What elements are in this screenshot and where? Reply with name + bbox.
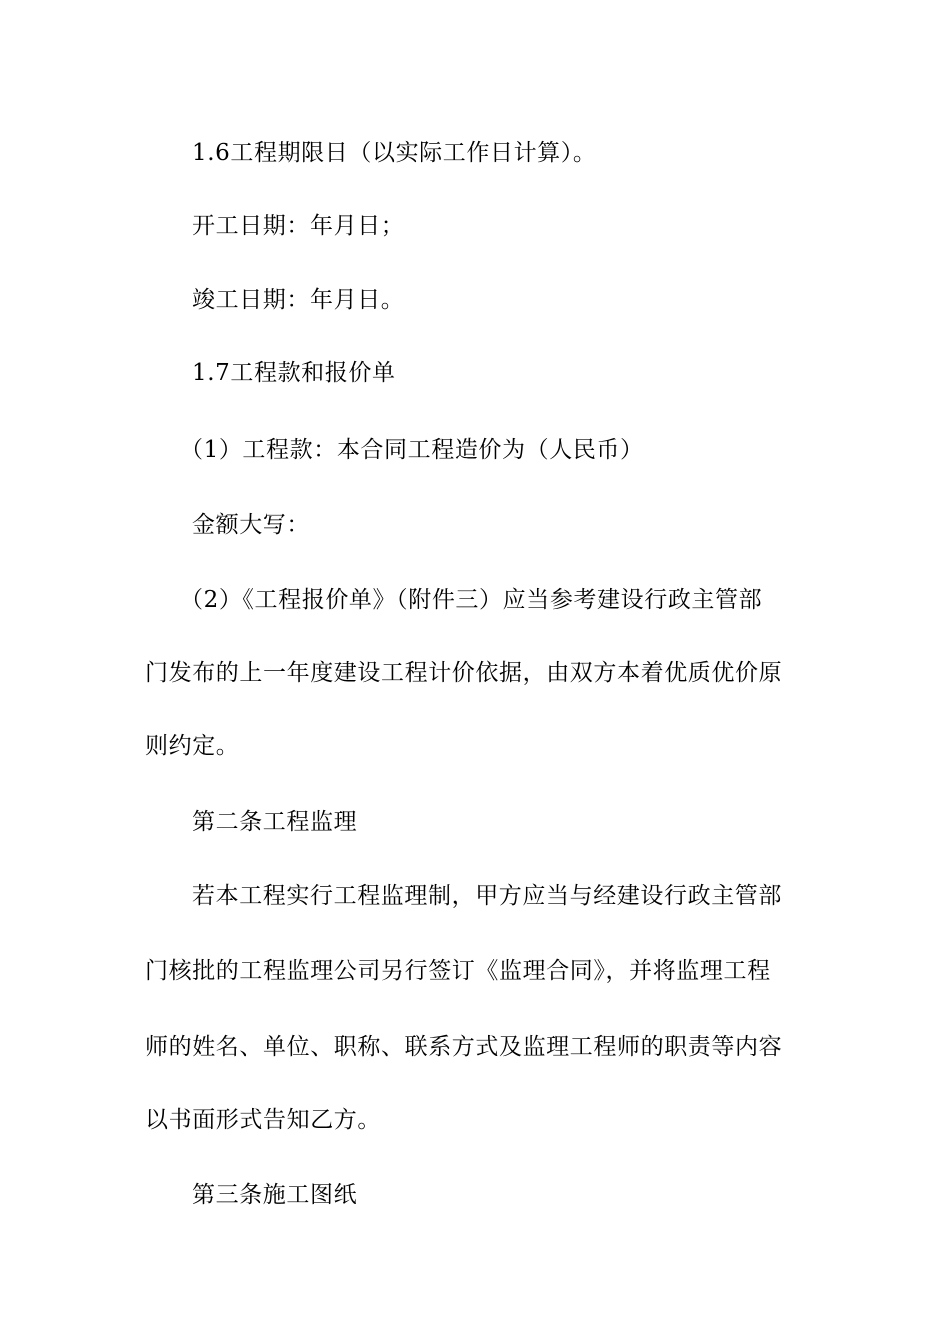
article-3-heading: 第三条施工图纸: [192, 1182, 358, 1208]
article-2-paragraph-line-1: 若本工程实行工程监理制，甲方应当与经建设行政主管部: [192, 883, 782, 909]
payment-item-2-line-2: 门发布的上一年度建设工程计价依据，由双方本着优质优价原: [145, 660, 783, 686]
article-2-paragraph-line-2: 门核批的工程监理公司另行签订《监理合同》，并将监理工程: [145, 958, 771, 984]
clause-1-7-payment-heading: 1.7工程款和报价单: [192, 360, 396, 386]
amount-in-words-line: 金额大写：: [192, 512, 310, 538]
payment-item-2-line-3: 则约定。: [145, 733, 240, 759]
article-2-paragraph-line-4: 以书面形式告知乙方。: [145, 1107, 381, 1133]
article-2-paragraph-line-3: 师的姓名、单位、职称、联系方式及监理工程师的职责等内容: [145, 1034, 783, 1060]
start-date-line: 开工日期：年月日；: [192, 213, 405, 239]
clause-1-6-duration: 1.6工程期限日（以实际工作日计算）。: [192, 140, 597, 166]
payment-item-1: （1）工程款：本合同工程造价为（人民币）: [180, 437, 644, 463]
completion-date-line: 竣工日期：年月日。: [192, 287, 405, 313]
article-2-heading: 第二条工程监理: [192, 809, 358, 835]
payment-item-2-line-1: （2）《工程报价单》（附件三）应当参考建设行政主管部: [180, 587, 763, 613]
